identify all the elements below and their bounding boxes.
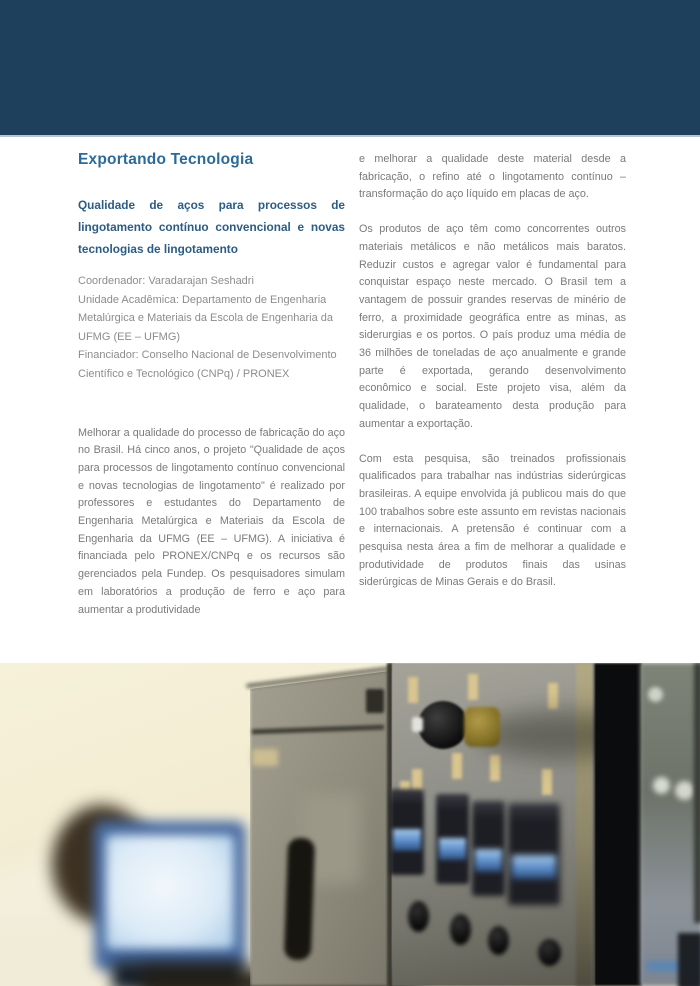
photo-tape-strip [542, 769, 552, 795]
photo-digital-meter [436, 794, 469, 884]
photo-round-knob [538, 939, 561, 966]
photo-door-tape-strip [252, 749, 278, 766]
photo-digital-meter [390, 789, 424, 875]
photo-dark-corner [678, 933, 700, 986]
article [0, 137, 700, 619]
photo-right-knob [675, 781, 694, 800]
photo-dark-cabinet-side [594, 663, 642, 986]
photo-door-handle [284, 838, 315, 961]
photo-right-knob [653, 777, 670, 794]
photo-knob-pointer [412, 717, 423, 732]
photo-tape-strip [548, 683, 558, 709]
photo-meter-display [439, 838, 467, 860]
body-paragraph-col2-market: Os produtos de aço têm como concorrentes outros materiais metálicos e não metálicos mais baratos. Reduzir custos e agregar valor é fundamental para conquistar espaço neste mercado. O Brasil tem a vantagem de possuir grandes reservas de minério de ferro, a proximidade geográfica entre as minas, as siderurgias e os portos. O país produz uma média de 36 milhões de toneladas de aço anualmente e grande parte é exportada, gerando desenvolvimento econômico e social. Este projeto visa, além da qualidade, o barateamento desta produção para aumentar a exportação. [359, 223, 626, 430]
photo-tape-strip [452, 753, 462, 779]
photo-round-knob [488, 926, 509, 955]
meta-academic-unit: Unidade Acadêmica: Departamento de Engenharia Metalúrgica e Materiais da Escola de Engenharia da UFMG (EE – UFMG) [78, 293, 333, 343]
photo-monitor-screen [106, 835, 234, 949]
photo-tape-strip [490, 755, 500, 781]
photo-digital-meter [508, 803, 560, 905]
body-paragraph-col1: Melhorar a qualidade do processo de fabricação do aço no Brasil. Há cinco anos, o projeto "Qualidade de aços para processos de lingotamento contínuo convencional e novas tecnologias de lingotamento" é realizado por professores e estudantes do Departamento de Engenharia Metalúrgica e Materiais da Escola de Engenharia da UFMG (EE – UFMG). A iniciativa é financiada pelo PRONEX/CNPq e os recursos são gerenciados pela Fundep. Os pesquisadores simulam em laboratórios a produção de ferro e aço para aumentar a produtividade [78, 426, 345, 616]
photo-cabinet-logo-plate [366, 689, 384, 713]
photo-tape-strip [408, 677, 418, 703]
meta-coordinator: Coordenador: Varadarajan Seshadri [78, 275, 254, 287]
header-band [0, 0, 700, 137]
article-title: Exportando Tecnologia [78, 151, 254, 168]
article-subtitle: Qualidade de aços para processos de lingotamento contínuo convencional e novas tecnologias de lingotamento [78, 198, 345, 256]
photo-round-knob [450, 914, 471, 945]
photo-meter-display [393, 829, 422, 851]
photo-laboratory-control-panel [0, 663, 700, 986]
project-meta-block [78, 272, 345, 384]
photo-digital-meter [472, 801, 505, 896]
photo-meter-display [475, 849, 503, 872]
body-paragraph-col2-research: Com esta pesquisa, são treinados profissionais qualificados para trabalhar nas indústrias siderúrgicas brasileiras. A equipe envolvida já publicou mais do que 100 trabalhos sobre este assunto em revistas nacionais e internacionais. A pretensão é continuar com a pesquisa nesta área a fim de melhorar a qualidade e produtividade de produtos finais das usinas siderúrgicas de Minas Gerais e do Brasil. [359, 452, 626, 589]
photo-screw-highlight [648, 687, 663, 702]
photo-black-valve-knob [418, 701, 468, 749]
left-column [78, 137, 345, 619]
photo-tape-strip [468, 674, 478, 700]
photo-brass-fitting [464, 707, 500, 747]
body-paragraph-col2-continuation: e melhorar a qualidade deste material desde a fabricação, o refino até o lingotamento contínuo –transformação do aço líquido em placas de aço. [359, 153, 626, 201]
photo-right-edge-shadow [694, 663, 700, 923]
photo-round-knob [408, 901, 429, 932]
meta-funder: Financiador: Conselho Nacional de Desenvolvimento Científico e Tecnológico (CNPq) / PRONEX [78, 349, 337, 380]
photo-meter-display [512, 855, 556, 879]
right-column [359, 137, 626, 619]
